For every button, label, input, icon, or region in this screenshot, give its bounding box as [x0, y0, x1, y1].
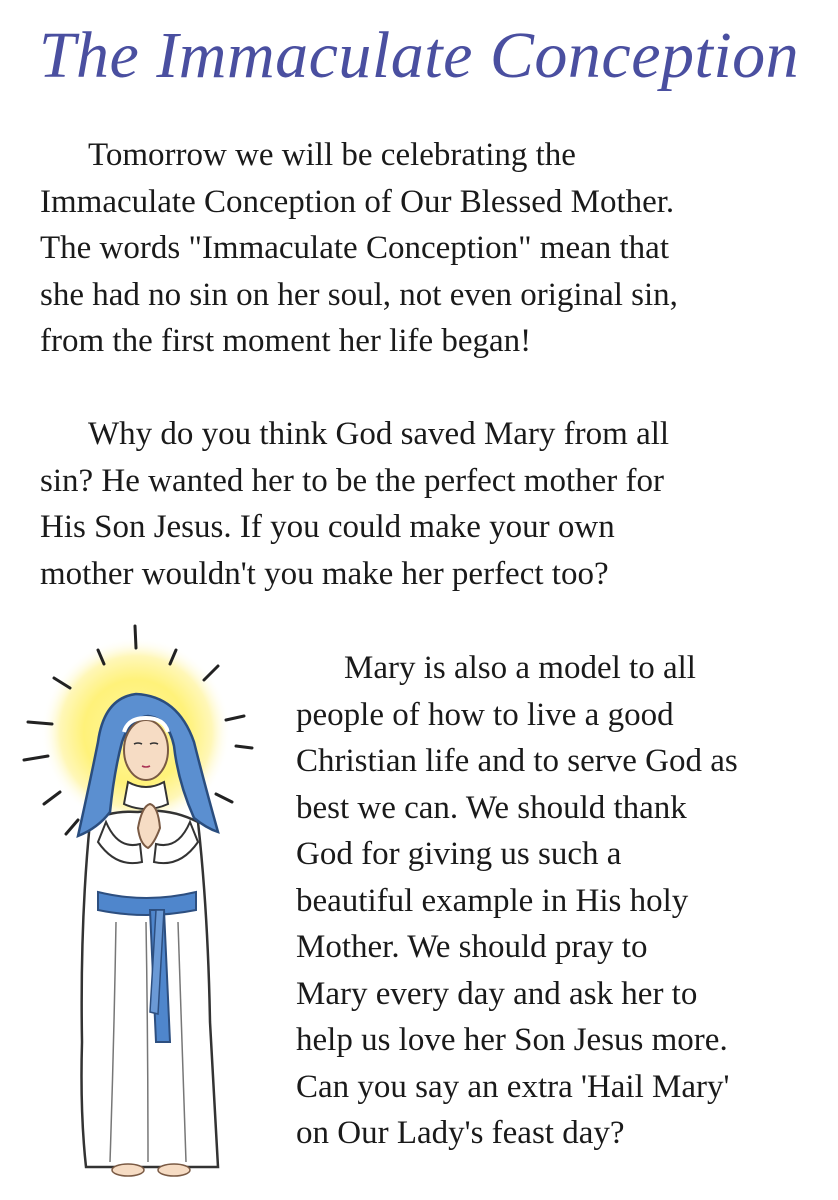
- paragraph-line: Can you say an extra 'Hail Mary': [296, 1068, 730, 1105]
- paragraph-model: [296, 645, 836, 1157]
- paragraph-line: from the first moment her life began!: [40, 323, 532, 359]
- paragraph-line: The words "Immaculate Conception" mean that: [40, 230, 669, 266]
- paragraph-line: Mother. We should pray to: [296, 929, 648, 965]
- paragraph-line: people of how to live a good: [296, 696, 674, 733]
- paragraph-line: beautiful example in His holy: [296, 882, 689, 919]
- paragraph-question: [40, 411, 830, 597]
- paragraph-line: God for giving us such a: [296, 836, 622, 872]
- paragraph-line: on Our Lady's feast day?: [296, 1115, 625, 1151]
- paragraph-line: Mary every day and ask her to: [296, 975, 698, 1012]
- page-title: The Immaculate Conception: [38, 19, 800, 92]
- paragraph-line: mother wouldn't you make her perfect too?: [40, 555, 609, 592]
- paragraph-line: best we can. We should thank: [296, 789, 687, 826]
- paragraph-line: Mary is also a model to all: [344, 650, 696, 686]
- paragraph-line: help us love her Son Jesus more.: [296, 1022, 728, 1058]
- paragraph-line: Christian life and to serve God as: [296, 743, 738, 779]
- paragraph-line: she had no sin on her soul, not even original sin,: [40, 276, 678, 313]
- paragraph-intro: [40, 132, 830, 365]
- paragraph-line: His Son Jesus. If you could make your own: [40, 509, 615, 545]
- paragraph-line: Tomorrow we will be celebrating the: [88, 137, 576, 173]
- paragraph-line: sin? He wanted her to be the perfect mother for: [40, 462, 664, 499]
- praying-mary-icon: [18, 622, 278, 1192]
- paragraph-line: Immaculate Conception of Our Blessed Mother.: [40, 183, 675, 220]
- paragraph-line: Why do you think God saved Mary from all: [88, 416, 670, 452]
